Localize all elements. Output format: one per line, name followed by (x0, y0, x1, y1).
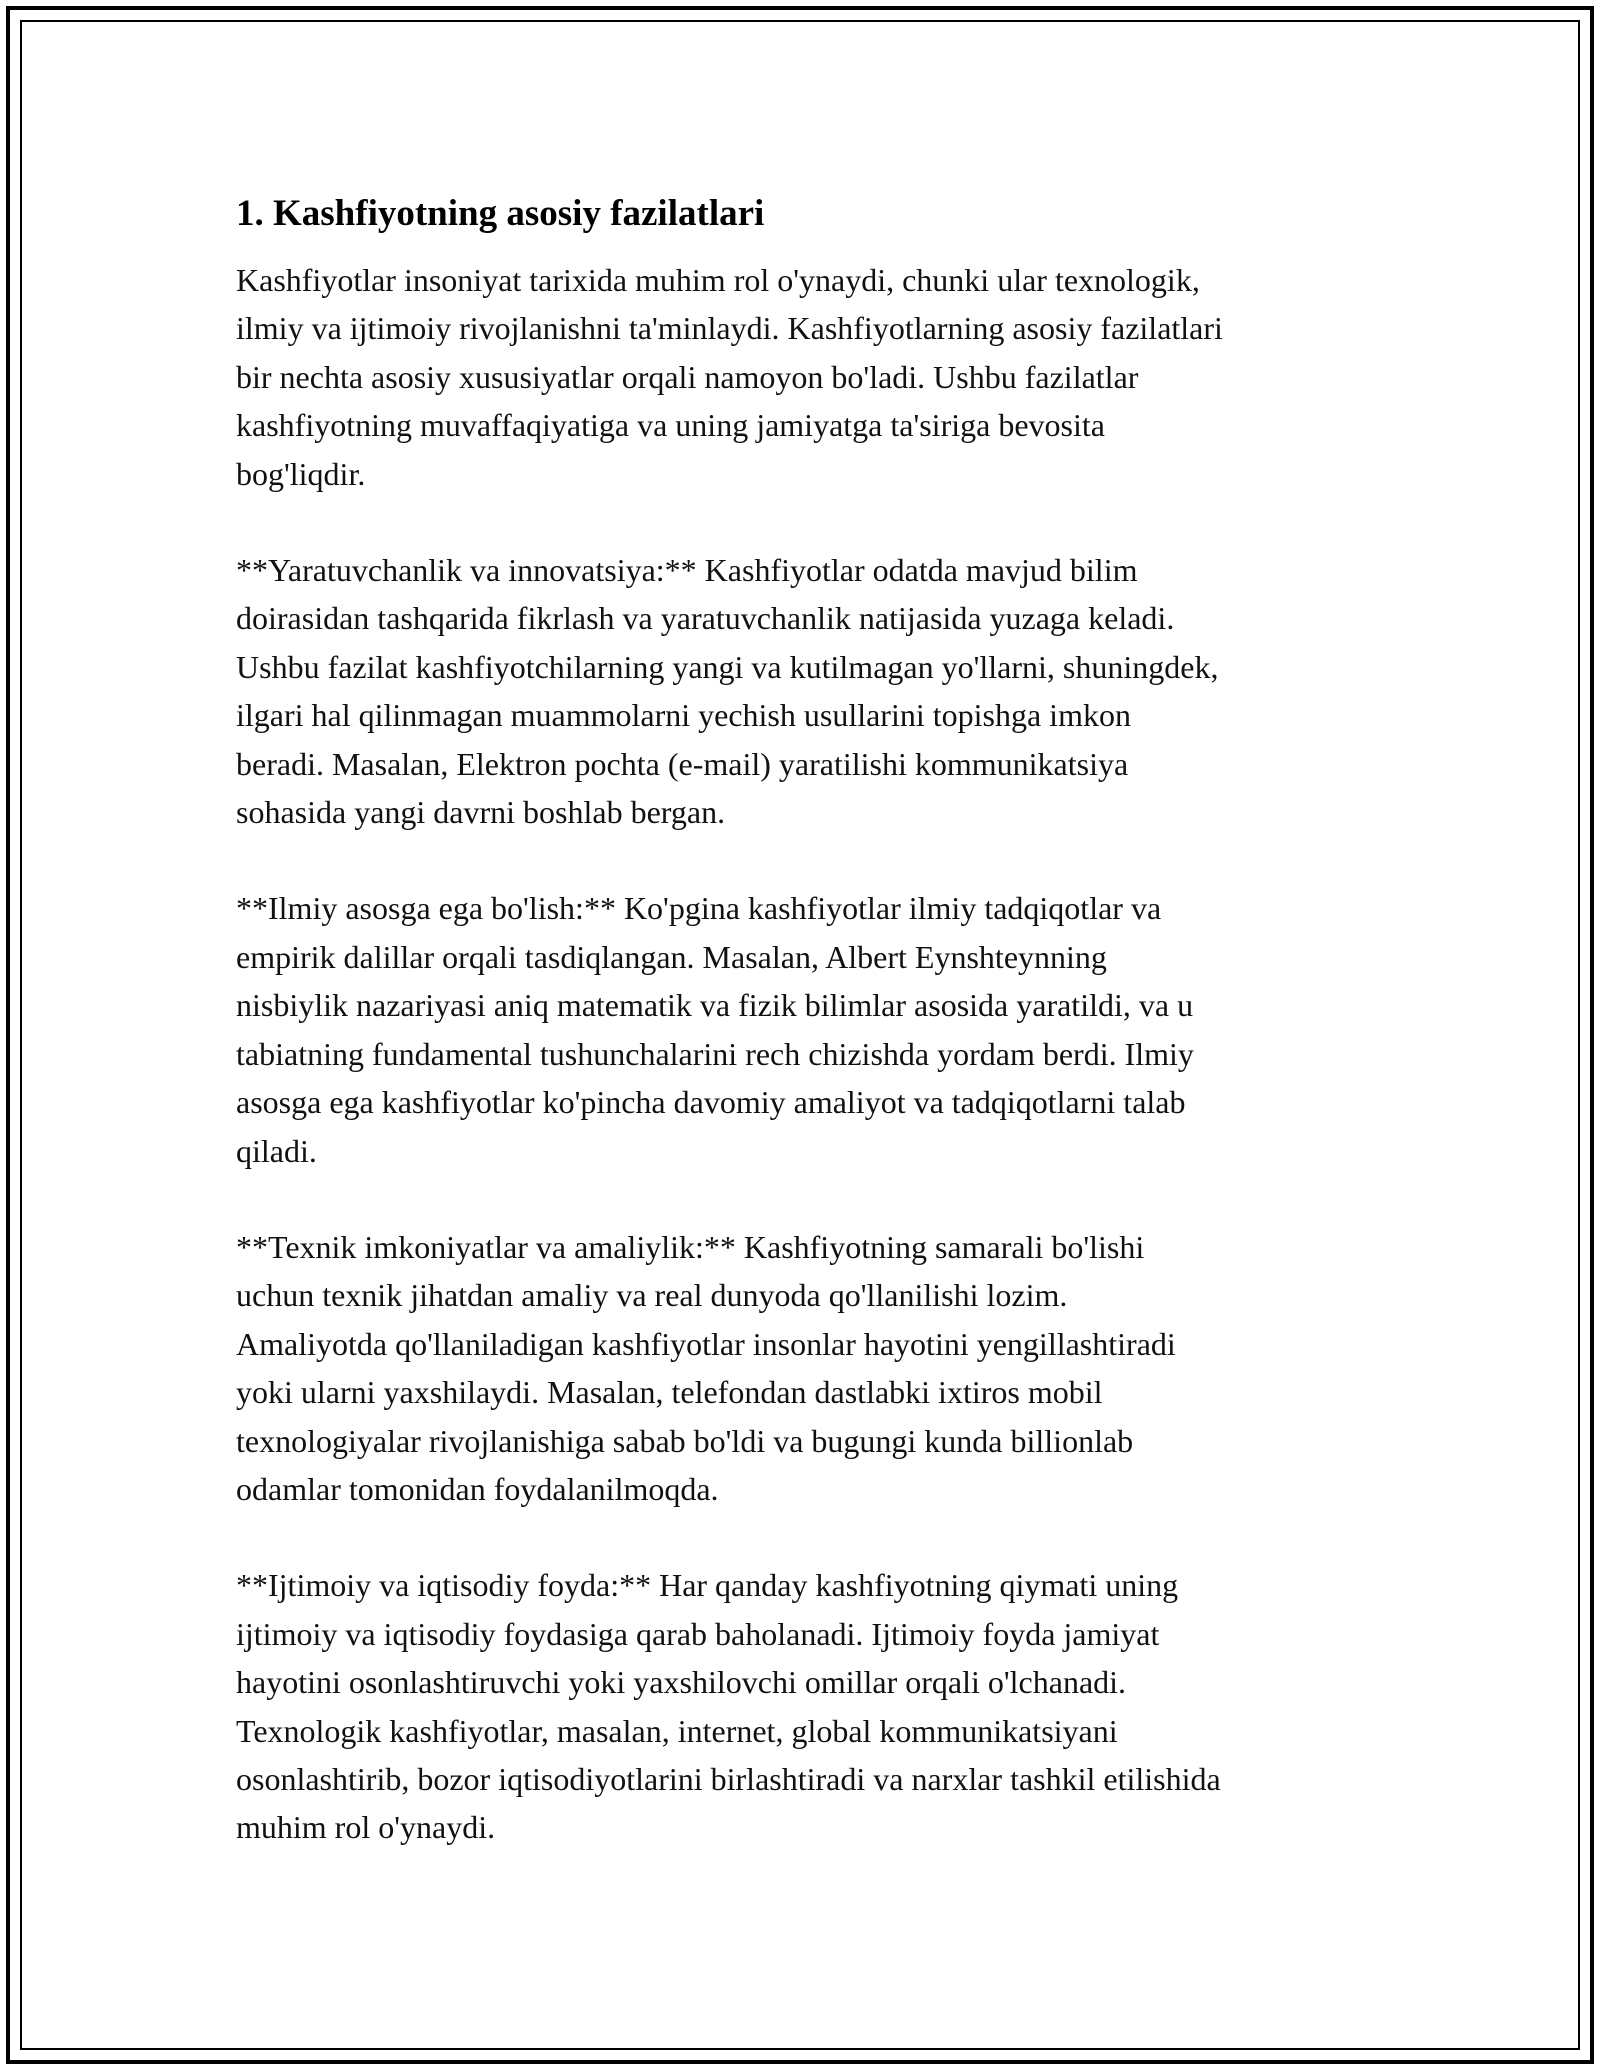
paragraph-technical-feasibility (236, 1223, 1376, 1513)
paragraph-scientific-basis (236, 884, 1376, 1174)
paragraph-line: odamlar tomonidan foydalanilmoqda. (236, 1470, 719, 1507)
paragraph-line: bog'liqdir. (236, 455, 366, 492)
paragraph-line: **Ilmiy asosga ega bo'lish:** Ko'pgina kashfiyotlar ilmiy tadqiqotlar va (236, 890, 1162, 927)
paragraph-line: uchun texnik jihatdan amaliy va real dunyoda qo'llanilishi lozim. (236, 1277, 1068, 1314)
paragraph-creativity (236, 546, 1376, 836)
paragraph-line: Texnologik kashfiyotlar, masalan, internet, global kommunikatsiyani (236, 1712, 1118, 1749)
paragraph-line: Ushbu fazilat kashfiyotchilarning yangi va kutilmagan yo'llarni, shuningdek, (236, 648, 1219, 685)
paragraph-line: **Texnik imkoniyatlar va amaliylik:** Kashfiyotning samarali bo'lishi (236, 1228, 1145, 1265)
document-body (236, 186, 1376, 1900)
paragraph-line: sohasida yangi davrni boshlab bergan. (236, 794, 726, 831)
paragraph-line: kashfiyotning muvaffaqiyatiga va uning jamiyatga ta'siriga bevosita (236, 407, 1105, 444)
paragraph-line: texnologiyalar rivojlanishiga sabab bo'ldi va bugungi kunda billionlab (236, 1422, 1134, 1459)
paragraph-line: tabiatning fundamental tushunchalarini rech chizishda yordam berdi. Ilmiy (236, 1035, 1194, 1072)
paragraph-line: Kashfiyotlar insoniyat tarixida muhim rol o'ynaydi, chunki ular texnologik, (236, 262, 1200, 298)
paragraph-line: **Ijtimoiy va iqtisodiy foyda:** Har qanday kashfiyotning qiymati uning (236, 1567, 1179, 1604)
paragraph-line: asosga ega kashfiyotlar ko'pincha davomiy amaliyot va tadqiqotlarni talab (236, 1084, 1186, 1121)
paragraph-line: bir nechta asosiy xususiyatlar orqali namoyon bo'ladi. Ushbu fazilatlar (236, 358, 1139, 395)
paragraph-line: ilmiy va ijtimoiy rivojlanishni ta'minlaydi. Kashfiyotlarning asosiy fazilatlari (236, 310, 1223, 347)
paragraph-line: ijtimoiy va iqtisodiy foydasiga qarab baholanadi. Ijtimoiy foyda jamiyat (236, 1615, 1160, 1652)
paragraph-line: ilgari hal qilinmagan muammolarni yechish usullarini topishga imkon (236, 697, 1131, 734)
paragraph-socio-economic-benefit (236, 1561, 1376, 1851)
paragraph-line: empirik dalillar orqali tasdiqlangan. Masalan, Albert Eynshteynning (236, 938, 1107, 975)
paragraph-line: nisbiylik nazariyasi aniq matematik va fizik bilimlar asosida yaratildi, va u (236, 987, 1194, 1024)
paragraph-line: osonlashtirib, bozor iqtisodiyotlarini birlashtiradi va narxlar tashkil etilishida (236, 1760, 1221, 1797)
paragraph-intro (236, 256, 1376, 498)
paragraph-line: qiladi. (236, 1132, 317, 1169)
paragraph-line: muhim rol o'ynaydi. (236, 1809, 496, 1846)
paragraph-line: beradi. Masalan, Elektron pochta (e-mail) yaratilishi kommunikatsiya (236, 745, 1129, 782)
paragraph-line: doirasidan tashqarida fikrlash va yaratuvchanlik natijasida yuzaga keladi. (236, 600, 1175, 637)
paragraph-line: hayotini osonlashtiruvchi yoki yaxshilovchi omillar orqali o'lchanadi. (236, 1664, 1127, 1701)
paragraph-line: yoki ularni yaxshilaydi. Masalan, telefondan dastlabki ixtiros mobil (236, 1374, 1103, 1411)
paragraph-line: Amaliyotda qo'llaniladigan kashfiyotlar insonlar hayotini yengillashtiradi (236, 1325, 1176, 1362)
paragraph-line: **Yaratuvchanlik va innovatsiya:** Kashfiyotlar odatda mavjud bilim (236, 552, 1138, 589)
document-title: 1. Kashfiyotning asosiy fazilatlari (236, 193, 765, 234)
